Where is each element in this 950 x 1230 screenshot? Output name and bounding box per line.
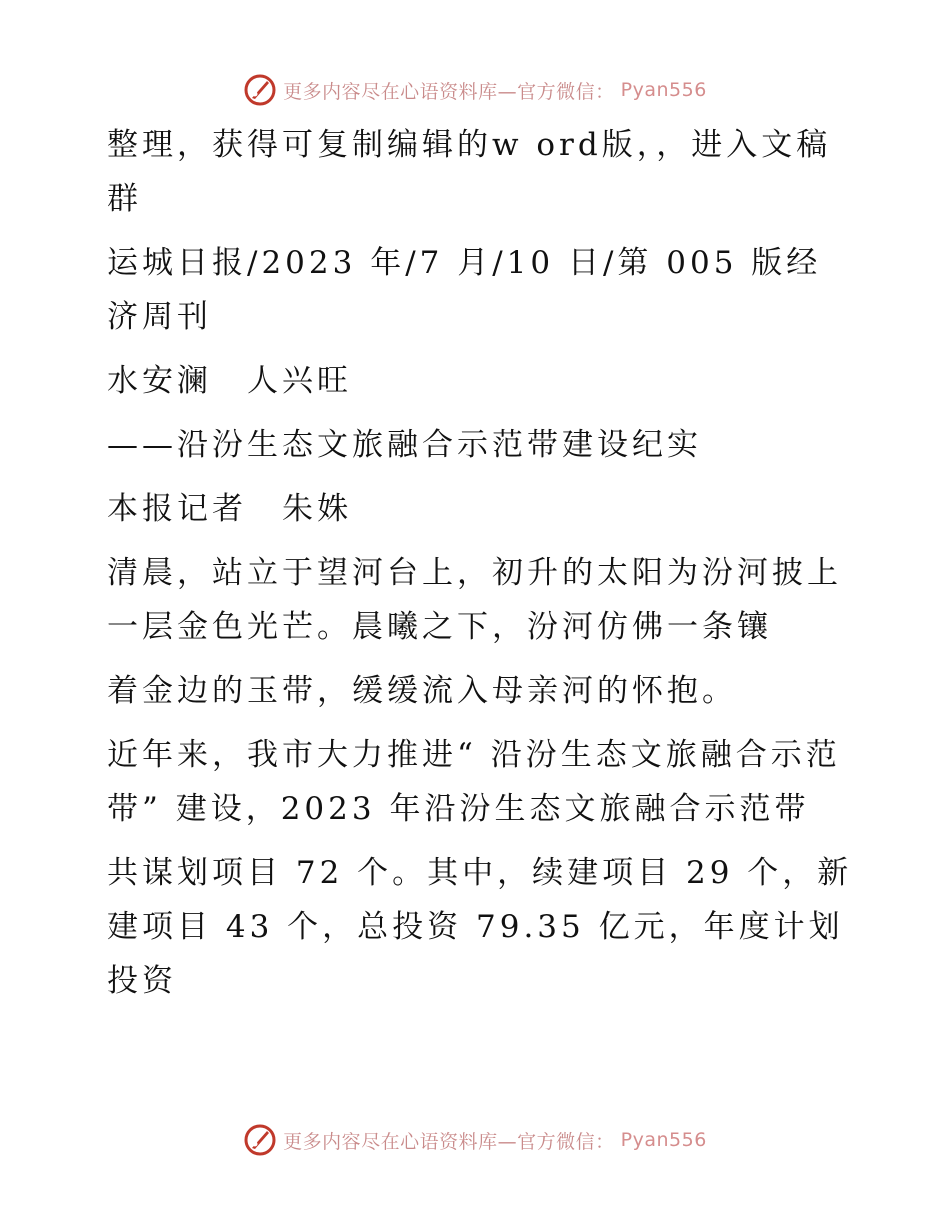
paragraph-intro: 整理，获得可复制编辑的w ord版，，进入文稿群 xyxy=(107,127,832,217)
paragraph-body-1: 清晨，站立于望河台上，初升的太阳为汾河披上一层金色光芒。晨曦之下，汾河仿佛一条镶 xyxy=(107,555,842,645)
paragraph-body-2: 着金边的玉带，缓缓流入母亲河的怀抱。 xyxy=(107,673,737,709)
article-title: 水安澜 人兴旺 xyxy=(107,363,352,399)
paragraph-body-4: 共谋划项目 72 个。其中，续建项目 29 个，新建项目 43 个，总投资 79.35 亿元，年度计划投资 xyxy=(107,855,853,999)
paragraph-body-3: 近年来，我市大力推进“ 沿汾生态文旅融合示范带” 建设，2023 年沿汾生态文旅融合示范带 xyxy=(107,737,841,827)
article-byline: 本报记者 朱姝 xyxy=(107,491,352,527)
header-watermark xyxy=(0,68,950,112)
watermark-wechat-id: Pyan556 xyxy=(620,79,707,101)
article-subtitle: ——沿汾生态文旅融合示范带建设纪实 xyxy=(107,427,702,463)
watermark-wechat-id: Pyan556 xyxy=(620,1129,707,1151)
watermark-text: 更多内容尽在心语资料库—官方微信： xyxy=(283,1130,615,1153)
quill-logo-icon xyxy=(243,73,277,107)
quill-logo-icon xyxy=(243,1123,277,1157)
paragraph-source: 运城日报/2023 年/7 月/10 日/第 005 版经济周刊 xyxy=(107,245,822,335)
watermark-text: 更多内容尽在心语资料库—官方微信： xyxy=(283,80,615,103)
footer-watermark xyxy=(0,1118,950,1162)
document-body xyxy=(95,118,855,1008)
